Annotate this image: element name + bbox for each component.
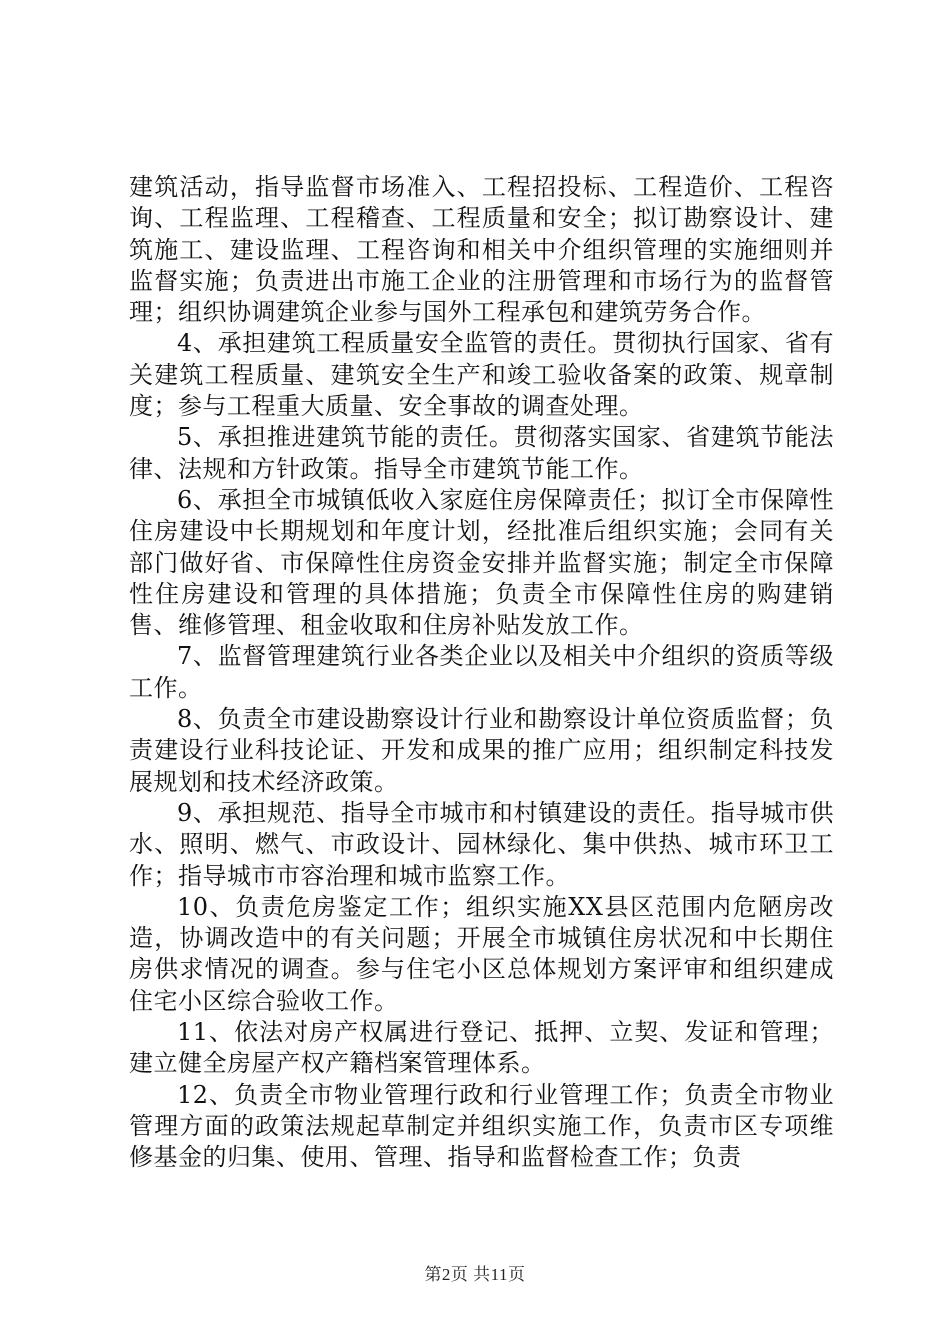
paragraph-item-8: 8、负责全市建设勘察设计行业和勘察设计单位资质监督；负责建设行业科技论证、开发和成果的推广应用；组织制定科技发展规划和技术经济政策。 [129, 705, 834, 796]
paragraph-item-9: 9、承担规范、指导全市城市和村镇建设的责任。指导城市供水、照明、燃气、市政设计、园林绿化、集中供热、城市环卫工作；指导城市市容治理和城市监察工作。 [129, 798, 834, 890]
paragraph-item-4: 4、承担建筑工程质量安全监管的责任。贯彻执行国家、省有关建筑工程质量、建筑安全生产和竣工验收备案的政策、规章制度；参与工程重大质量、安全事故的调查处理。 [129, 329, 834, 421]
paragraph-item-7: 7、监督管理建筑行业各类企业以及相关中介组织的资质等级工作。 [129, 642, 834, 702]
paragraph-item-5: 5、承担推进建筑节能的责任。贯彻落实国家、省建筑节能法律、法规和方针政策。指导全市建筑节能工作。 [129, 423, 834, 483]
paragraph-item-11: 11、依法对房产权属进行登记、抵押、立契、发证和管理；建立健全房屋产权产籍档案管理体系。 [129, 1018, 834, 1078]
paragraph-item-6: 6、承担全市城镇低收入家庭住房保障责任；拟订全市保障性住房建设中长期规划和年度计划，经批准后组织实施；会同有关部门做好省、市保障性住房资金安排并监督实施；制定全市保障性住房建设和管理的具体措施；负责全市保障性住房的购建销售、维修管理、租金收取和住房补贴发放工作。 [129, 485, 834, 640]
paragraph-continuation: 建筑活动，指导监督市场准入、工程招投标、工程造价、工程咨询、工程监理、工程稽查、工程质量和安全；拟订勘察设计、建筑施工、建设监理、工程咨询和相关中介组织管理的实施细则并监督实施；负责进出市施工企业的注册管理和市场行为的监督管理；组织协调建筑企业参与国外工程承包和建筑劳务合作。 [129, 173, 834, 327]
paragraph-item-10: 10、负责危房鉴定工作；组织实施XX县区范围内危陋房改造，协调改造中的有关问题；开展全市城镇住房状况和中长期住房供求情况的调查。参与住宅小区总体规划方案评审和组织建成住宅小区综合验收工作。 [129, 892, 834, 1015]
page-number-footer: 第2页 共11页 [424, 1265, 526, 1284]
paragraph-item-12: 12、负责全市物业管理行政和行业管理工作；负责全市物业管理方面的政策法规起草制定并组织实施工作，负责市区专项维修基金的归集、使用、管理、指导和监督检查工作；负责 [129, 1080, 834, 1172]
document-body [129, 172, 834, 1174]
